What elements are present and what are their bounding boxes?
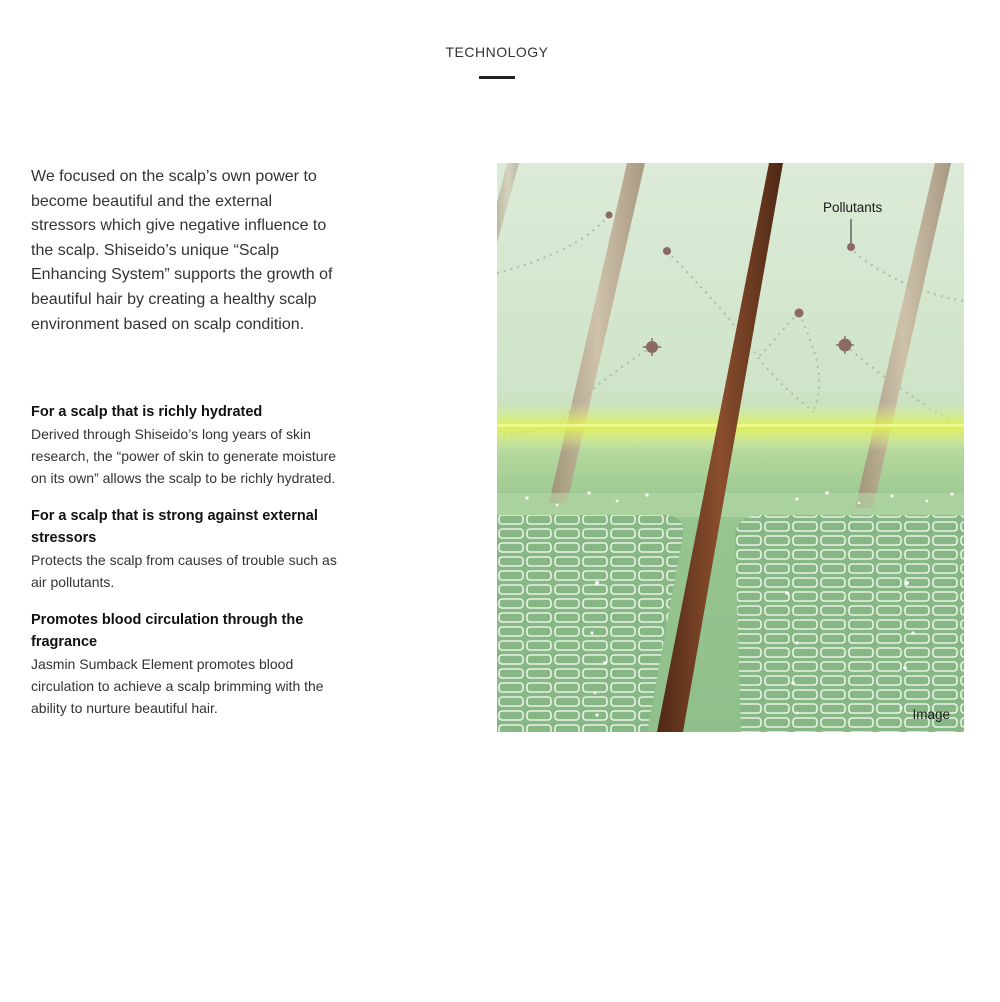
feature-title: For a scalp that is strong against external stressors <box>31 508 318 547</box>
feature-title: Promotes blood circulation through the fragrance <box>31 612 304 651</box>
scalp-illustration-graphic <box>497 163 964 732</box>
image-caption: Image <box>912 707 950 722</box>
feature-title: For a scalp that is richly hydrated <box>31 404 263 421</box>
feature-list <box>31 401 341 719</box>
feature-body: Jasmin Sumback Element promotes blood circulation to achieve a scalp brimming with the ability to nurture beautiful hair. <box>31 656 324 717</box>
title-underline <box>479 76 515 79</box>
feature-hydrated <box>31 401 341 489</box>
intro-paragraph: We focused on the scalp’s own power to become beautiful and the external stressors which give negative influence to the scalp. Shiseido’s unique “Scalp Enhancing System” supports the growth of beautiful hair by creating a healthy scalp environment based on scalp condition. <box>31 168 333 333</box>
section-title: TECHNOLOGY <box>445 44 549 60</box>
pollutants-label: Pollutants <box>823 200 883 215</box>
feature-body: Derived through Shiseido’s long years of skin research, the “power of skin to generate moisture on its own” allows the scalp to be richly hydrated. <box>31 426 337 487</box>
feature-circulation <box>31 609 341 719</box>
feature-body: Protects the scalp from causes of trouble such as air pollutants. <box>31 552 337 591</box>
text-column <box>31 165 341 735</box>
feature-stressors <box>31 505 341 593</box>
scalp-illustration <box>497 163 964 732</box>
